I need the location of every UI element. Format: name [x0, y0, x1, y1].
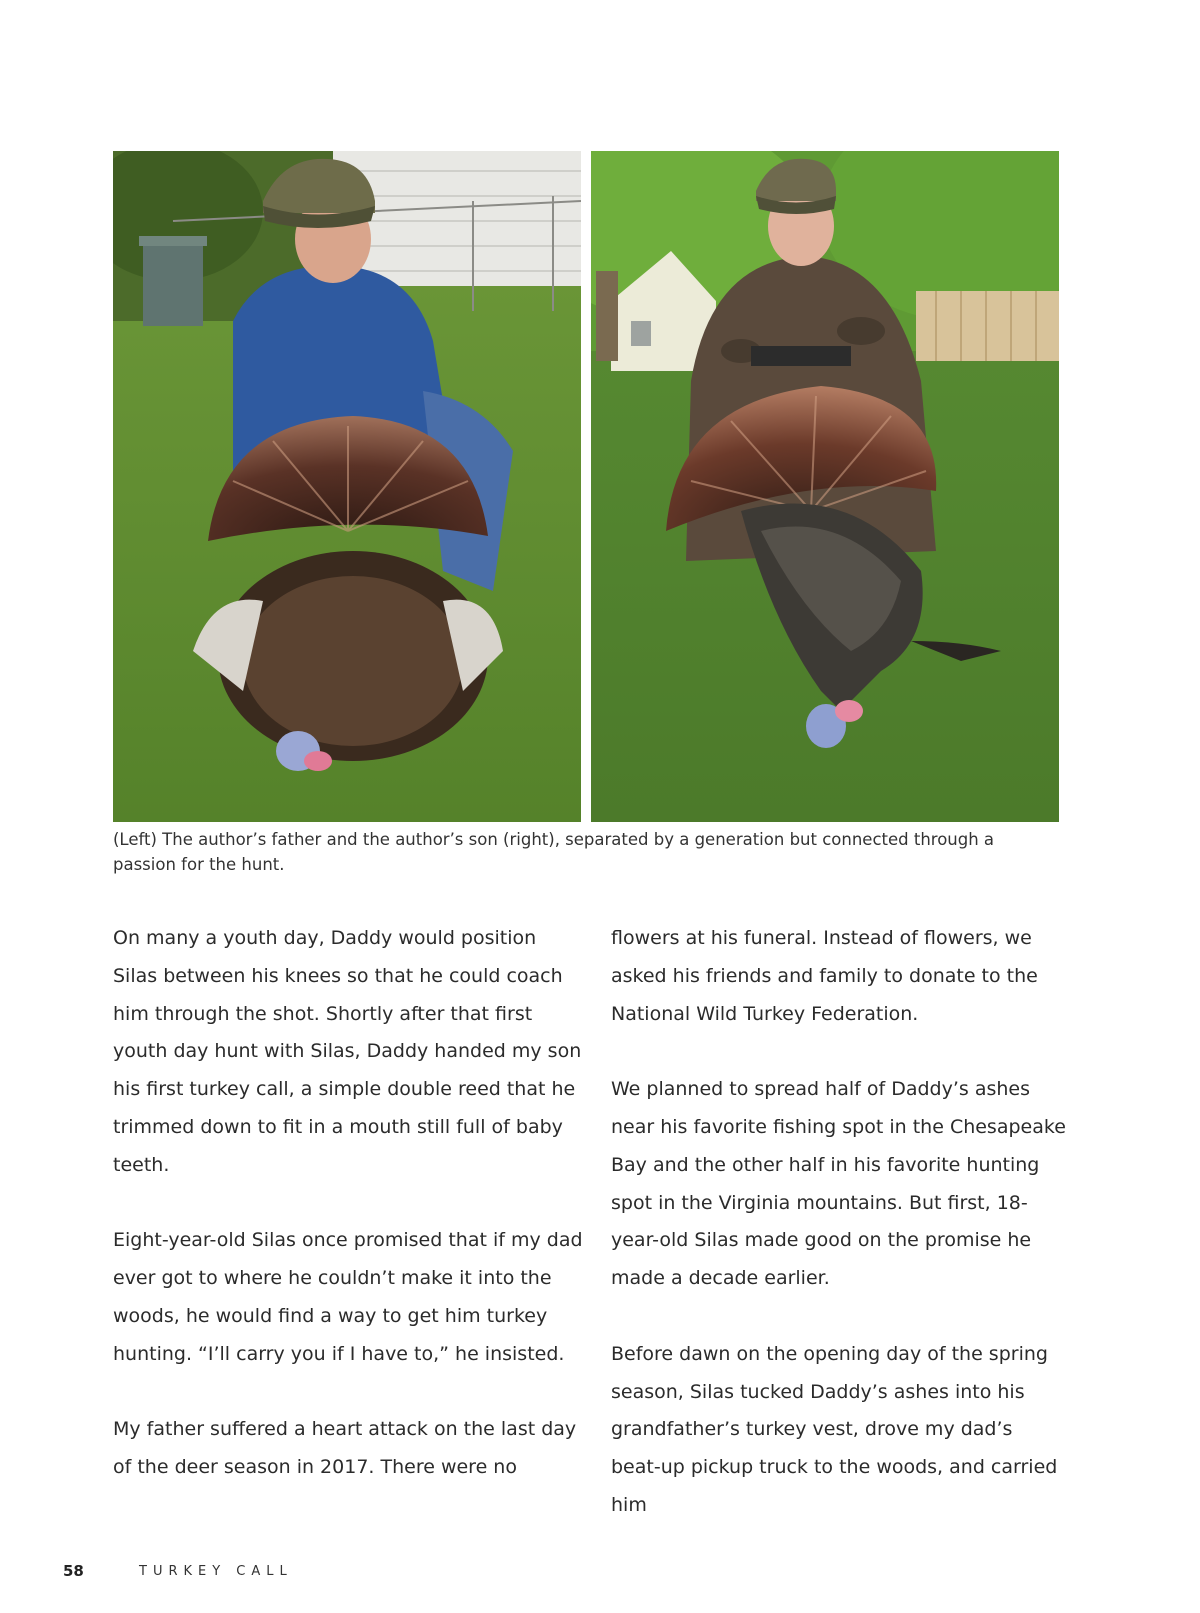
paragraph: Before dawn on the opening day of the spring season, Silas tucked Daddy’s ashes into his grandfather’s turkey vest, drove my dad’s beat-up pickup truck to the woods, and carried him — [611, 1342, 1058, 1516]
paragraph: flowers at his funeral. Instead of flowers, we asked his friends and family to donate to the National Wild Turkey Federation. — [611, 927, 1038, 1025]
paragraph: We planned to spread half of Daddy’s ashes near his favorite fishing spot in the Chesapeake Bay and the other half in his favorite hunting spot in the Virginia mountains. But first, 18-year-old Silas made good on the promise he made a decade earlier. — [611, 1078, 1066, 1290]
magazine-title: TURKEY CALL — [139, 1564, 293, 1579]
page-number: 58 — [63, 1562, 84, 1580]
paragraph: Eight-year-old Silas once promised that if my dad ever got to where he couldn’t make it into the woods, he would find a way to get him turkey hunting. “I’ll carry you if I have to,” he insisted. — [113, 1229, 583, 1365]
paragraph: My father suffered a heart attack on the last day of the deer season in 2017. There were no — [113, 1418, 577, 1479]
photo-caption: (Left) The author’s father and the author’s son (right), separated by a generation but connected through a passion for the hunt. — [113, 830, 995, 874]
article-column-right — [611, 920, 1066, 1563]
article-column-left — [113, 920, 583, 1525]
paragraph: On many a youth day, Daddy would position Silas between his knees so that he could coach him through the shot. Shortly after that first youth day hunt with Silas, Daddy handed my son his first turkey call, a simple double reed that he trimmed down to fit in a mouth still full of baby teeth. — [113, 927, 582, 1176]
photo-son-with-turkey — [591, 151, 1059, 822]
photo-father-with-turkey — [113, 151, 581, 822]
